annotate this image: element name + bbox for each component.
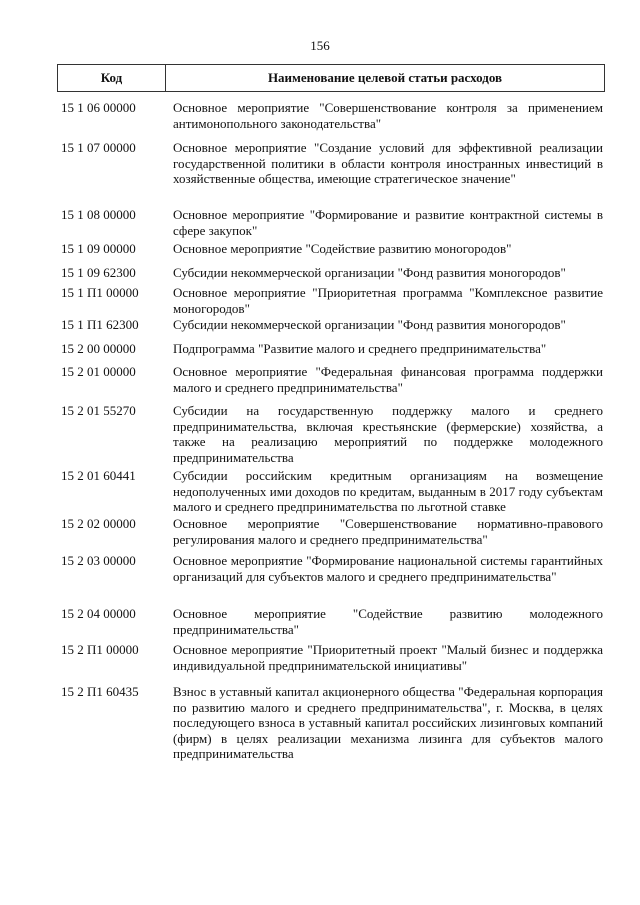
row-name: Основное мероприятие "Содействие развитию моногородов"	[173, 241, 512, 256]
table-header	[57, 64, 605, 92]
name-column-header: Наименование целевой статьи расходов	[267, 70, 503, 85]
row-code: 15 1 07 00000	[61, 140, 136, 155]
table-row	[57, 317, 605, 333]
row-code: 15 1 09 62300	[61, 265, 136, 280]
row-name: Основное мероприятие "Совершенствование контроля за применением антимонопольного законодательства"	[173, 100, 603, 131]
row-code: 15 2 02 00000	[61, 516, 136, 531]
table-row	[57, 516, 605, 547]
row-name: Подпрограмма "Развитие малого и среднего предпринимательства"	[173, 341, 547, 356]
row-code: 15 2 П1 00000	[61, 642, 139, 657]
row-code: 15 2 01 55270	[61, 403, 136, 418]
row-name: Субсидии некоммерческой организации "Фонд развития моногородов"	[173, 317, 566, 332]
table-row	[57, 341, 605, 357]
row-code: 15 1 06 00000	[61, 100, 136, 115]
table-row	[57, 265, 605, 281]
row-code: 15 2 04 00000	[61, 606, 136, 621]
row-code: 15 2 00 00000	[61, 341, 136, 356]
table-row	[57, 684, 605, 762]
row-name: Основное мероприятие "Формирование и развитие контрактной системы в сфере закупок"	[173, 207, 603, 238]
row-code: 15 2 01 60441	[61, 468, 136, 483]
table-row	[57, 207, 605, 238]
table-row	[57, 642, 605, 673]
code-column-header: Код	[58, 65, 166, 91]
row-name: Основное мероприятие "Содействие развитию молодежного предпринимательства"	[173, 606, 603, 637]
table-row	[57, 553, 605, 584]
row-code: 15 1 09 00000	[61, 241, 136, 256]
table-row	[57, 100, 605, 131]
row-code: 15 2 П1 60435	[61, 684, 139, 699]
page-number: 156	[310, 38, 330, 53]
table-row	[57, 241, 605, 257]
table-row	[57, 403, 605, 465]
row-name: Основное мероприятие "Совершенствование нормативно-правового регулирования малого и среднего предпринимательства"	[173, 516, 603, 547]
table-row	[57, 364, 605, 395]
row-code: 15 2 01 00000	[61, 364, 136, 379]
row-code: 15 1 08 00000	[61, 207, 136, 222]
row-name: Основное мероприятие "Приоритетная программа "Комплексное развитие моногородов"	[173, 285, 603, 316]
row-code: 15 1 П1 62300	[61, 317, 139, 332]
table-row	[57, 606, 605, 637]
row-name: Взнос в уставный капитал акционерного общества "Федеральная корпорация по развитию малого и среднего предпринимательства", г. Москва, в целях последующего взноса в уставный капитал российских лизинговых компаний (фирм) в целях реализации механизма лизинга для субъектов малого предпринимательства	[173, 684, 603, 761]
table-row	[57, 468, 605, 515]
row-name: Основное мероприятие "Формирование национальной системы гарантийных организаций для субъектов малого и среднего предпринимательства"	[173, 553, 603, 584]
row-name: Основное мероприятие "Создание условий для эффективной реализации государственной политики в области контроля иностранных инвестиций в хозяйственные общества, имеющие стратегическое значение"	[173, 140, 603, 186]
table-row	[57, 140, 605, 187]
row-name: Субсидии на государственную поддержку малого и среднего предпринимательства, включая крестьянские (фермерские) хозяйства, а также на реализацию мероприятий по поддержке молодежного предпринимательства	[173, 403, 603, 465]
row-code: 15 1 П1 00000	[61, 285, 139, 300]
row-name: Основное мероприятие "Федеральная финансовая программа поддержки малого и среднего предпринимательства"	[173, 364, 603, 395]
row-name: Основное мероприятие "Приоритетный проект "Малый бизнес и поддержка индивидуальной предпринимательской инициативы"	[173, 642, 603, 673]
row-name: Субсидии российским кредитным организациям на возмещение недополученных ими доходов по кредитам, выданным в 2017 году субъектам малого и среднего предпринимательства по льготной ставке	[173, 468, 603, 514]
table-row	[57, 285, 605, 316]
row-code: 15 2 03 00000	[61, 553, 136, 568]
row-name: Субсидии некоммерческой организации "Фонд развития моногородов"	[173, 265, 566, 280]
